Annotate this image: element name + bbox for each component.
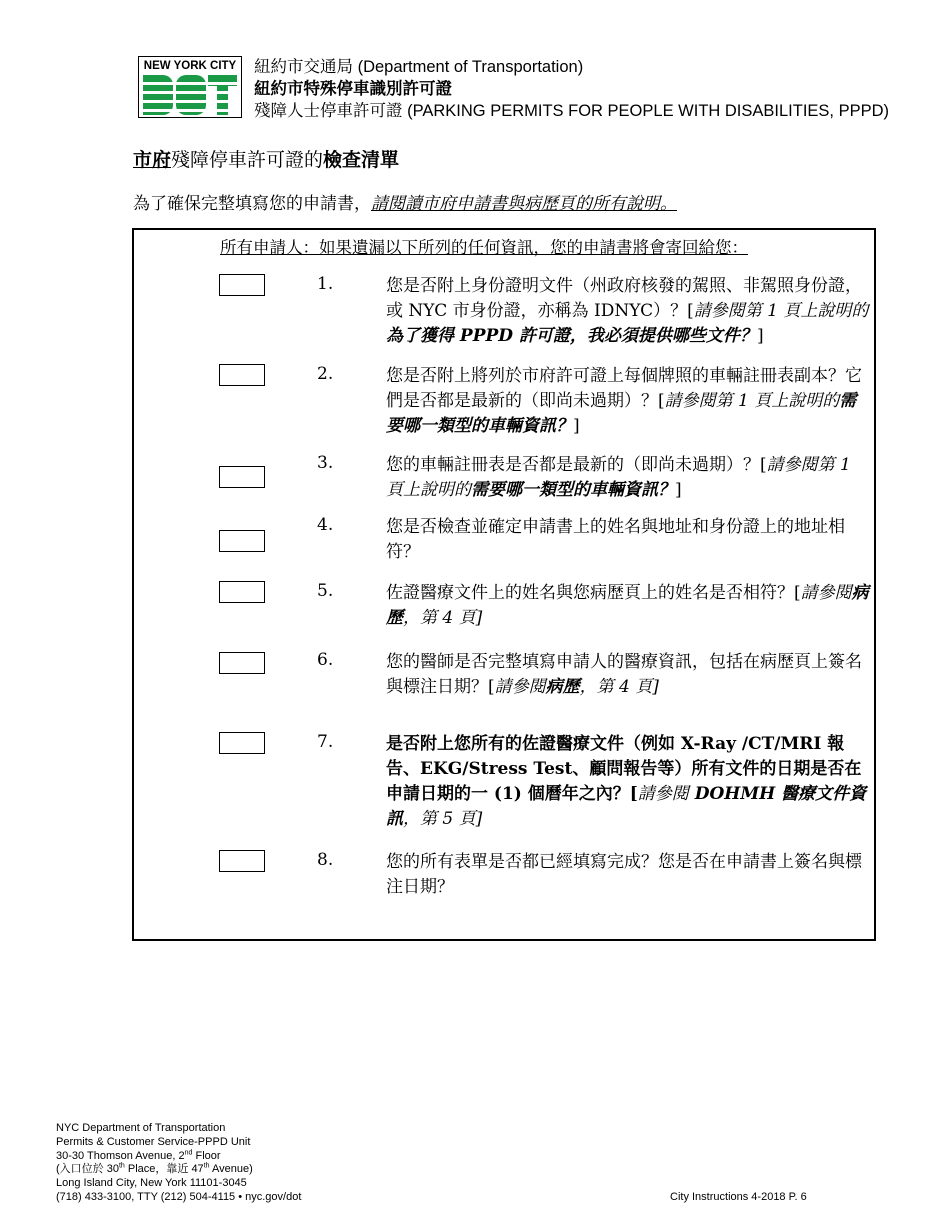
item-number: 8.: [317, 850, 334, 870]
intro-italic: 請閱讀市府申請書與病歷頁的所有說明。: [371, 194, 677, 214]
nyc-dot-logo: [138, 56, 242, 118]
footer-unit: Permits & Customer Service-PPPD Unit: [56, 1135, 251, 1148]
item-text-plain: 您是否附上身份證明文件（州政府核發的駕照、非駕照身份證，或 NYC 市身份證，亦稱為 IDNYC）？[: [386, 276, 862, 321]
checkbox-1[interactable]: [219, 274, 265, 296]
item-text-bold-italic: 為了獲得 PPPD 許可證，我必須提供哪些文件？: [386, 326, 757, 346]
item-text-end: ]: [675, 480, 682, 500]
footer-address: [56, 1122, 301, 1205]
item-number: 5.: [317, 581, 334, 601]
footer-entrance-sup2: th: [203, 1162, 210, 1170]
checklist-box: [132, 228, 876, 941]
footer-entrance: [56, 1163, 301, 1177]
checklist-heading: 所有申請人：如果遺漏以下所列的任何資訊，您的申請書將會寄回給您：: [220, 238, 748, 257]
checkbox-6[interactable]: [219, 652, 265, 674]
item-text-bold-italic: 需要哪一類型的車輛資訊？: [386, 391, 857, 436]
item-text-end: ]: [756, 326, 764, 346]
item-text: [386, 581, 870, 631]
item-text: [386, 453, 870, 503]
item-number: 2.: [317, 364, 334, 384]
header-block: [254, 56, 889, 122]
footer-street: [56, 1150, 301, 1164]
page-reference: City Instructions 4-2018 P. 6: [670, 1191, 807, 1203]
item-text-plain: 佐證醫療文件上的姓名與您病歷頁上的姓名是否相符？[: [386, 583, 801, 603]
item-text-bold-italic: 需要哪一類型的車輛資訊？: [471, 480, 675, 500]
item-number: 3.: [317, 453, 334, 473]
header-agency: 紐約市交通局 (Department of Transportation): [254, 58, 584, 76]
footer-entrance-a: (入口位於 30: [56, 1163, 119, 1176]
item-text: [386, 364, 870, 439]
item-number: 1.: [317, 274, 334, 294]
item-text: [386, 515, 870, 565]
item-text-italic: 請參閱第 1 頁上說明的: [664, 391, 840, 411]
item-text-bold-italic: 病歷: [386, 583, 869, 628]
footer-entrance-sup1: th: [118, 1162, 125, 1170]
checkbox-4[interactable]: [219, 530, 265, 552]
item-number: 6.: [317, 650, 334, 670]
item-text-italic: 請參閱第 1 頁上說明的: [693, 301, 869, 321]
header-pppd: 殘障人士停車許可證 (PARKING PERMITS FOR PEOPLE WITH DISABILITIES, PPPD): [254, 102, 890, 120]
item-text-italic: 請參閱: [494, 677, 546, 697]
item-text-plain: 您的醫師是否完整填寫申請人的醫療資訊，包括在病歷頁上簽名與標注日期？[: [386, 652, 862, 697]
footer-entrance-b: Place，靠近 47: [124, 1163, 204, 1176]
footer-entrance-c: Avenue): [209, 1163, 253, 1176]
item-number: 4.: [317, 515, 334, 535]
item-text-italic: 請參閱: [637, 784, 689, 804]
footer-agency: NYC Department of Transportation: [56, 1122, 226, 1134]
footer-city: Long Island City, New York 11101-3045: [56, 1177, 247, 1190]
item-text: [386, 650, 870, 700]
page-title: [133, 145, 399, 172]
item-text: [386, 732, 870, 832]
title-checklist: 檢查清單: [323, 149, 400, 171]
item-text: [386, 274, 870, 349]
intro-text: [133, 189, 677, 214]
item-text-italic: 請參閱: [800, 583, 852, 603]
footer-street-sup: nd: [184, 1148, 193, 1156]
header-permit-title: 紐約市特殊停車識別許可證: [254, 79, 452, 98]
item-text-end: ]: [573, 416, 580, 436]
footer-contact: (718) 433-3100, TTY (212) 504-4115 • nyc.gov/dot: [56, 1190, 302, 1203]
footer-street-b: Floor: [192, 1149, 221, 1162]
item-text-end: ，第 4 頁]: [403, 608, 483, 628]
checkbox-8[interactable]: [219, 850, 265, 872]
item-text-bold: 是否附上您所有的佐證醫療文件（例如 X-Ray /CT/MRI 報告、EKG/Stress Test、顧問報告等）所有文件的日期是否在申請日期的一 (1) 個曆年之內？[: [386, 734, 862, 804]
intro-plain: 為了確保完整填寫您的申請書，: [133, 194, 371, 214]
item-text-italic: 請參閱第 1 頁上說明的: [386, 455, 851, 500]
item-number: 7.: [317, 732, 334, 752]
item-text-bold-italic: DOHMH 醫療文件資訊: [386, 784, 867, 829]
item-text-plain: 您的所有表單是否都已經填寫完成？您是否在申請書上簽名與標注日期？: [386, 852, 862, 897]
checkbox-7[interactable]: [219, 732, 265, 754]
item-text-end: ，第 4 頁]: [579, 677, 659, 697]
title-middle: 殘障停車許可證的: [171, 149, 324, 171]
item-text: [386, 850, 870, 900]
item-text-plain: 您的車輛註冊表是否都是最新的（即尚未過期）？[: [386, 455, 767, 475]
svg-text:NEW YORK CITY: NEW YORK CITY: [143, 60, 237, 72]
item-text-plain: 您是否檢查並確定申請書上的姓名與地址和身份證上的地址相符？: [386, 517, 845, 562]
item-text-end: ，第 5 頁]: [403, 809, 483, 829]
title-city: 市府: [133, 149, 172, 171]
footer-street-a: 30-30 Thomson Avenue, 2: [56, 1149, 185, 1162]
checkbox-2[interactable]: [219, 364, 265, 386]
checkbox-5[interactable]: [219, 581, 265, 603]
item-text-bold-italic: 病歷: [545, 677, 580, 697]
item-text-plain: 您是否附上將列於市府許可證上每個牌照的車輛註冊表副本？它們是否都是最新的（即尚未過期）？[: [386, 366, 862, 411]
checkbox-3[interactable]: [219, 466, 265, 488]
